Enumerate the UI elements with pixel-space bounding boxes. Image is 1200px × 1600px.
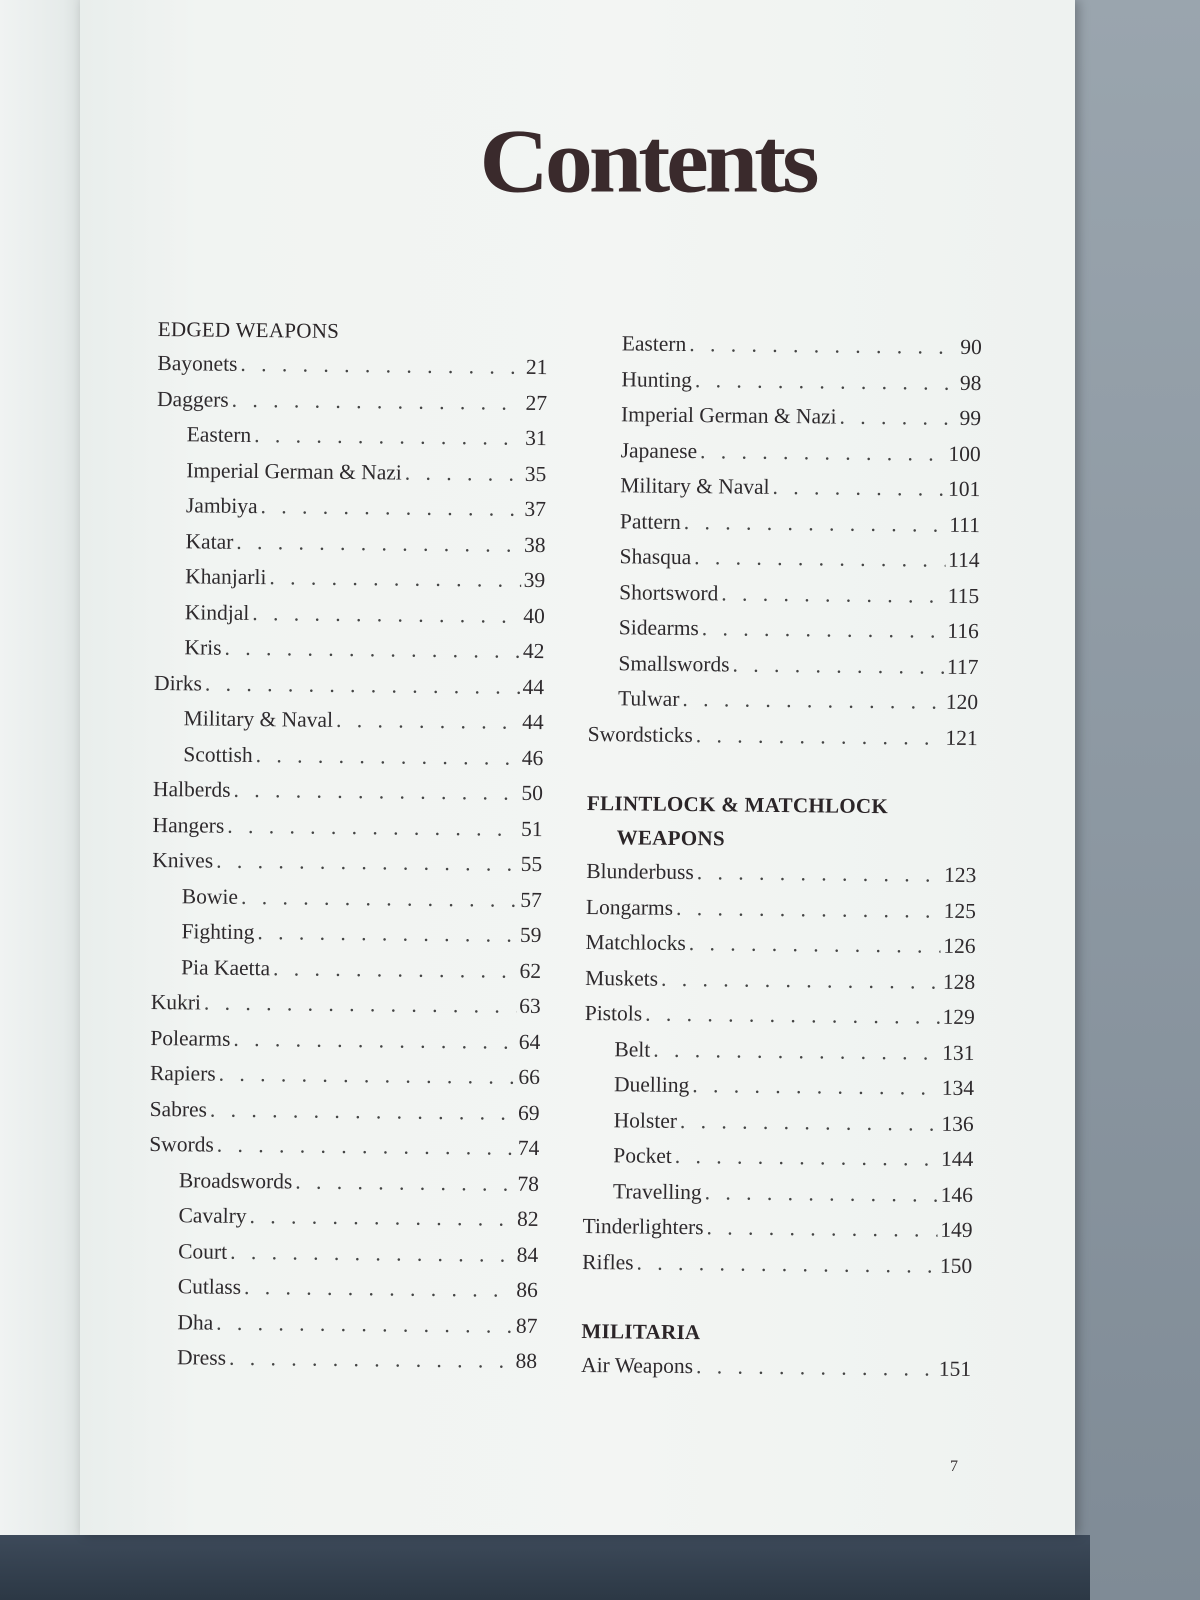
toc-entry-bowie (152, 878, 542, 918)
dot-leader (676, 890, 941, 928)
toc-entry-page-number: 126 (943, 933, 976, 959)
toc-entry-page-number: 31 (525, 425, 547, 451)
toc-entry-page-number: 125 (943, 898, 977, 923)
toc-entry-label: Sabres (149, 1096, 208, 1122)
toc-entry-page-number: 88 (515, 1348, 538, 1374)
toc-entry-pattern (590, 503, 980, 543)
toc-entry-label: Blunderbuss (586, 858, 694, 885)
toc-entry-page-number: 62 (519, 958, 542, 983)
dot-leader (702, 611, 945, 649)
toc-entry-swordsticks (588, 716, 978, 756)
toc-entry-label: Cutlass (177, 1274, 242, 1299)
toc-entry-page-number: 42 (522, 638, 545, 664)
page-title: Contents (479, 109, 816, 212)
toc-entry-page-number: 51 (520, 816, 543, 841)
toc-entry-page-number: 44 (522, 709, 544, 735)
toc-entry-pia-kaetta (151, 949, 541, 989)
toc-entry-label: Matchlocks (585, 929, 686, 956)
dot-leader (255, 738, 519, 776)
toc-entry-halberds (153, 772, 543, 812)
toc-entry-page-number: 116 (947, 618, 979, 644)
toc-entry-label: Katar (185, 528, 234, 554)
dot-leader (689, 327, 957, 365)
dot-leader (229, 1341, 513, 1379)
toc-entry-page-number: 121 (945, 725, 978, 750)
toc-entry-label: Jambiya (185, 493, 258, 519)
toc-entry-smallswords (588, 645, 978, 685)
dot-leader (269, 560, 521, 598)
dot-leader (405, 455, 522, 492)
toc-entry-page-number: 21 (525, 354, 548, 380)
toc-entry-label: Pia Kaetta (181, 954, 271, 980)
toc-entry-khanjarli (155, 559, 545, 599)
toc-entry-cavalry (148, 1198, 538, 1238)
dot-leader (680, 1103, 939, 1141)
toc-entry-label: Eastern (186, 422, 252, 447)
toc-entry-page-number: 149 (940, 1217, 973, 1243)
toc-entry-knives (152, 843, 542, 883)
toc-entry-imperial-german-and-nazi (591, 397, 981, 437)
toc-entry-label: Bayonets (157, 350, 238, 376)
dot-leader (661, 961, 940, 999)
toc-entry-page-number: 38 (523, 532, 546, 557)
dot-leader (295, 1164, 514, 1202)
toc-entry-rapiers (150, 1056, 540, 1096)
toc-entry-blunderbuss (586, 854, 976, 894)
toc-entry-label: Rifles (582, 1249, 634, 1274)
toc-entry-rifles (582, 1244, 972, 1284)
toc-entry-page-number: 99 (959, 405, 982, 431)
toc-entry-katar (155, 523, 545, 563)
toc-entry-eastern (592, 326, 982, 366)
dot-leader (692, 1068, 939, 1106)
toc-entry-label: Pistols (584, 1000, 643, 1026)
dot-leader (254, 418, 522, 456)
toc-entry-fighting (151, 914, 541, 954)
toc-entry-page-number: 146 (940, 1182, 974, 1207)
toc-entry-pistols (585, 996, 975, 1036)
toc-entry-jambiya (156, 488, 546, 528)
dot-leader (839, 400, 956, 437)
toc-entry-page-number: 82 (516, 1206, 539, 1232)
toc-entry-page-number: 59 (519, 922, 542, 948)
dot-leader (210, 1092, 516, 1131)
toc-entry-hunting (591, 361, 981, 401)
toc-entry-label: Sidearms (618, 615, 699, 641)
section-heading: FLINTLOCK & MATCHLOCK (586, 790, 889, 819)
dot-leader (232, 382, 523, 421)
toc-entry-page-number: 128 (942, 969, 976, 994)
toc-entry-label: Longarms (585, 894, 674, 920)
toc-entry-dress (147, 1340, 537, 1380)
toc-entry-page-number: 98 (959, 370, 982, 395)
toc-entry-label: Imperial German & Nazi (186, 457, 402, 485)
toc-entry-kukri (151, 985, 541, 1025)
toc-entry-military-and-naval (154, 701, 544, 741)
toc-entry-page-number: 44 (522, 674, 545, 699)
toc-entry-page-number: 78 (517, 1171, 540, 1196)
dot-leader (233, 773, 518, 811)
toc-entry-bayonets (157, 346, 547, 386)
toc-entry-tulwar (588, 681, 978, 721)
book-page-edge (0, 0, 91, 1600)
toc-entry-page-number: 117 (946, 654, 979, 679)
toc-entry-label: Court (178, 1238, 228, 1264)
toc-entry-page-number: 86 (516, 1277, 538, 1303)
toc-entry-dha (147, 1304, 537, 1344)
toc-entry-page-number: 64 (518, 1029, 541, 1054)
toc-entry-polearms (150, 1020, 540, 1060)
dot-leader (224, 631, 520, 670)
toc-entry-label: Scottish (183, 741, 253, 767)
toc-entry-page-number: 55 (520, 851, 543, 877)
toc-entry-page-number: 46 (521, 745, 544, 770)
dot-leader (249, 1199, 514, 1237)
dot-leader (695, 363, 957, 401)
toc-entry-label: Eastern (621, 331, 687, 356)
toc-entry-label: Halberds (152, 776, 231, 802)
dot-leader (219, 1057, 516, 1096)
toc-entry-label: Tulwar (617, 686, 680, 711)
toc-entry-label: Air Weapons (580, 1352, 694, 1379)
toc-entry-page-number: 101 (947, 476, 981, 502)
dot-leader (227, 808, 518, 847)
toc-entry-cutlass (148, 1269, 538, 1309)
dot-leader (653, 1032, 939, 1070)
toc-entry-muskets (585, 960, 975, 1000)
toc-entry-court (148, 1233, 538, 1273)
toc-entry-japanese (591, 432, 981, 472)
toc-entry-page-number: 66 (518, 1064, 541, 1090)
toc-entry-air-weapons (581, 1348, 971, 1388)
dot-leader (244, 1270, 514, 1308)
dot-leader (204, 986, 517, 1025)
toc-entry-page-number: 90 (960, 334, 982, 360)
dot-leader (216, 1305, 513, 1344)
dot-leader (241, 879, 518, 917)
toc-entry-label: Kris (184, 635, 222, 660)
toc-entry-label: Holster (613, 1107, 678, 1133)
toc-entry-label: Japanese (620, 437, 698, 463)
toc-entry-imperial-german-and-nazi (156, 452, 546, 492)
toc-entry-belt (584, 1031, 974, 1071)
toc-entry-label: Pattern (619, 508, 681, 534)
toc-entry-label: Military & Naval (620, 473, 770, 499)
toc-entry-page-number: 151 (938, 1356, 972, 1382)
dot-leader (260, 489, 521, 527)
toc-entry-page-number: 87 (515, 1313, 538, 1338)
toc-entry-shortsword (589, 574, 979, 614)
toc-entry-label: Broadswords (178, 1167, 293, 1193)
book-cover-bottom (0, 1535, 1090, 1600)
dot-leader (694, 540, 945, 578)
toc-entry-dirks (154, 665, 544, 705)
toc-entry-shasqua (589, 539, 979, 579)
toc-entry-swords (149, 1127, 539, 1167)
toc-entry-page-number: 129 (942, 1004, 975, 1030)
toc-entry-broadswords (149, 1162, 539, 1202)
toc-entry-travelling (583, 1173, 973, 1213)
toc-entry-page-number: 39 (523, 567, 546, 593)
toc-entry-matchlocks (585, 925, 975, 965)
toc-entry-page-number: 27 (525, 390, 548, 415)
toc-entry-kris (154, 630, 544, 670)
toc-entry-label: Hunting (621, 366, 693, 392)
dot-leader (336, 703, 520, 740)
toc-entry-sidearms (589, 610, 979, 650)
toc-entry-page-number: 100 (948, 441, 981, 466)
toc-entry-label: Military & Naval (183, 706, 334, 732)
toc-entry-label: Bowie (181, 883, 239, 909)
dot-leader (233, 1021, 516, 1059)
toc-entry-label: Dress (176, 1345, 227, 1370)
toc-entry-page-number: 114 (947, 547, 980, 573)
toc-entry-label: Daggers (156, 386, 229, 412)
toc-entry-label: Hangers (152, 812, 225, 838)
toc-entry-page-number: 111 (949, 512, 981, 537)
toc-entry-sabres (149, 1091, 539, 1131)
dot-leader (700, 434, 946, 472)
toc-entry-label: Fighting (181, 919, 255, 945)
section-heading: MILITARIA (581, 1318, 701, 1345)
toc-entry-kindjal (155, 594, 545, 634)
dot-leader (217, 1128, 515, 1167)
dot-leader (689, 926, 941, 964)
toc-entry-eastern (157, 417, 547, 457)
toc-entry-page-number: 123 (943, 862, 977, 888)
dot-leader (645, 997, 940, 1036)
toc-entry-label: Kukri (150, 989, 202, 1015)
dot-leader (257, 915, 517, 953)
toc-entry-label: Swordsticks (587, 721, 693, 747)
toc-entry-duelling (584, 1067, 974, 1107)
toc-entry-page-number: 144 (940, 1146, 974, 1172)
dot-leader (636, 1245, 937, 1284)
toc-entry-daggers (157, 381, 547, 421)
toc-entry-page-number: 57 (520, 887, 542, 912)
toc-entry-page-number: 37 (524, 496, 547, 522)
section-gap (582, 1280, 972, 1318)
dot-leader (732, 647, 944, 685)
toc-entry-page-number: 136 (941, 1111, 974, 1136)
toc-entry-page-number: 69 (518, 1100, 540, 1125)
toc-entry-page-number: 50 (521, 780, 544, 806)
toc-entry-page-number: 74 (517, 1135, 540, 1161)
toc-entry-hangers (152, 807, 542, 847)
toc-entry-label: Kindjal (184, 599, 250, 625)
dot-leader (697, 855, 942, 893)
toc-entry-label: Dirks (153, 670, 203, 695)
toc-entry-label: Khanjarli (185, 564, 267, 590)
book-page (80, 0, 1075, 1535)
dot-leader (705, 1175, 938, 1213)
toc-entry-label: Rapiers (149, 1060, 216, 1086)
toc-entry-page-number: 120 (945, 689, 979, 715)
dot-leader (236, 524, 521, 562)
toc-entry-label: Muskets (585, 965, 659, 991)
toc-entry-label: Polearms (150, 1025, 231, 1051)
dot-leader (721, 576, 945, 614)
toc-entry-label: Duelling (613, 1072, 690, 1098)
toc-entry-label: Cavalry (178, 1203, 247, 1228)
toc-entry-label: Knives (152, 847, 214, 873)
toc-entry-label: Imperial German & Nazi (620, 402, 837, 429)
toc-entry-label: Swords (149, 1131, 214, 1157)
section-heading: WEAPONS (616, 825, 726, 851)
toc-entry-page-number: 40 (523, 603, 545, 628)
toc-entry-holster (583, 1102, 973, 1142)
toc-entry-label: Belt (614, 1036, 651, 1062)
dot-leader (273, 951, 517, 989)
toc-entry-label: Pocket (613, 1143, 672, 1168)
toc-entry-label: Shasqua (619, 544, 692, 570)
dot-leader (696, 1349, 936, 1387)
toc-entry-label: Dha (177, 1309, 214, 1335)
toc-entry-scottish (153, 736, 543, 776)
section-heading: EDGED WEAPONS (157, 316, 340, 343)
contents-column-left (147, 312, 548, 1380)
dot-leader (230, 1234, 514, 1272)
toc-entry-page-number: 63 (519, 993, 541, 1019)
dot-leader (772, 470, 945, 507)
toc-entry-military-and-naval (590, 468, 980, 508)
dot-leader (205, 666, 520, 705)
toc-entry-page-number: 131 (942, 1040, 975, 1065)
toc-entry-longarms (586, 889, 976, 929)
toc-entry-tinderlighters (582, 1209, 972, 1249)
toc-entry-label: Tinderlighters (582, 1213, 704, 1240)
toc-entry-label: Smallswords (618, 650, 730, 676)
dot-leader (682, 682, 943, 720)
toc-entry-page-number: 115 (947, 583, 980, 608)
toc-entry-label: Travelling (612, 1178, 702, 1204)
toc-entry-label: Shortsword (619, 579, 719, 605)
dot-leader (684, 504, 947, 542)
dot-leader (216, 844, 518, 883)
toc-entry-page-number: 150 (939, 1253, 973, 1278)
dot-leader (252, 596, 520, 634)
dot-leader (706, 1210, 937, 1248)
dot-leader (696, 718, 943, 756)
toc-entry-page-number: 84 (516, 1242, 539, 1267)
dot-leader (240, 347, 523, 385)
page-number: 7 (950, 1458, 958, 1475)
toc-entry-page-number: 35 (524, 461, 547, 486)
contents-column-right (581, 326, 982, 1388)
dot-leader (675, 1139, 939, 1177)
section-gap (587, 752, 977, 790)
toc-entry-page-number: 134 (941, 1075, 975, 1101)
toc-entry-pocket (583, 1138, 973, 1178)
